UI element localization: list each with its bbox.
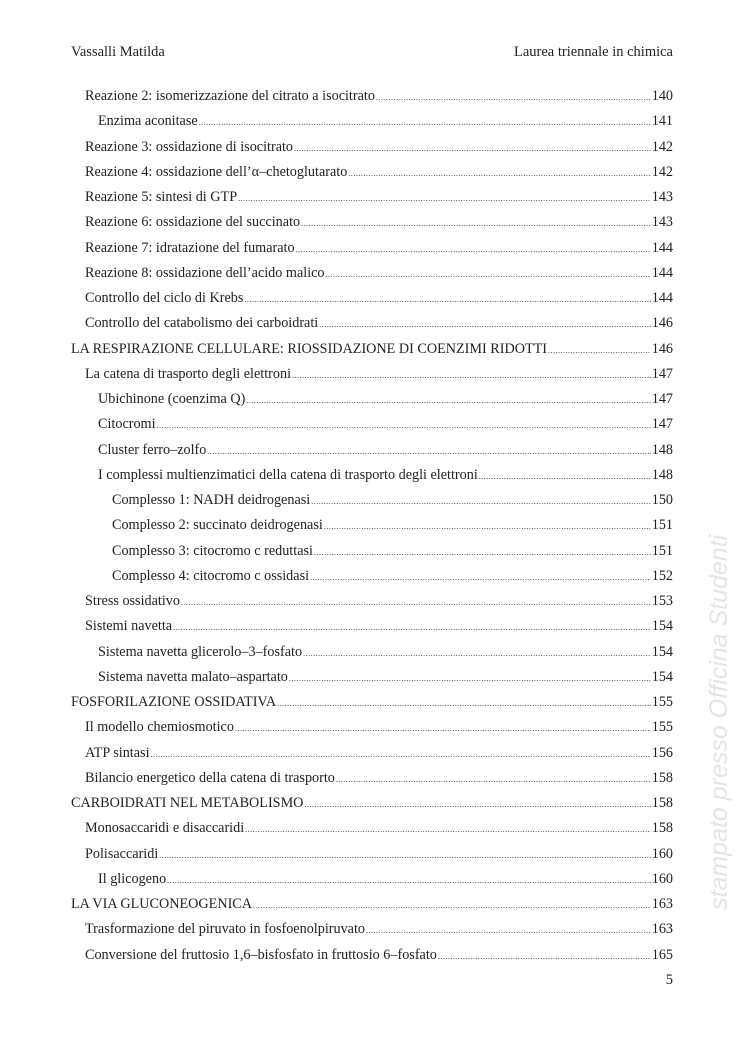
toc-entry[interactable] <box>71 289 673 314</box>
toc-entry[interactable] <box>71 592 673 617</box>
toc-entry[interactable] <box>71 390 673 415</box>
toc-entry-title: I complessi multienzimatici della catena di trasporto degli elettroni <box>98 466 478 483</box>
toc-entry-page: 154 <box>651 668 673 685</box>
toc-entry-title: Reazione 3: ossidazione di isocitrato <box>85 138 294 155</box>
toc-entry[interactable] <box>71 845 673 870</box>
dot-leader <box>296 241 651 259</box>
toc-entry-title: Enzima aconitase <box>98 113 198 130</box>
toc-entry[interactable] <box>71 920 673 945</box>
dot-leader <box>238 190 651 208</box>
toc-entry-page: 156 <box>651 744 673 761</box>
dot-leader <box>336 771 651 789</box>
dot-leader <box>311 493 651 511</box>
toc-entry-title: Stress ossidativo <box>85 593 180 609</box>
toc-entry[interactable] <box>71 365 673 390</box>
toc-entry[interactable] <box>71 693 673 718</box>
toc-entry-title: ATP sintasi <box>85 744 150 761</box>
toc-entry[interactable] <box>71 718 673 743</box>
toc-entry[interactable] <box>71 138 673 163</box>
toc-entry-page: 142 <box>651 138 673 155</box>
toc-entry-title: Reazione 8: ossidazione dell’acido malico <box>85 264 325 281</box>
toc-entry-page: 160 <box>651 870 673 887</box>
toc-entry[interactable] <box>71 794 673 819</box>
toc-entry-title: Bilancio energetico della catena di trasporto <box>85 769 335 786</box>
toc-entry[interactable] <box>71 516 673 541</box>
toc-entry[interactable] <box>71 870 673 895</box>
toc-entry-page: 154 <box>651 643 673 660</box>
toc-entry[interactable] <box>71 617 673 642</box>
toc-entry[interactable] <box>71 744 673 769</box>
toc-entry-page: 140 <box>651 88 673 104</box>
dot-leader <box>244 291 650 309</box>
toc-entry[interactable] <box>71 668 673 693</box>
toc-entry-title: LA RESPIRAZIONE CELLULARE: RIOSSIDAZIONE DI COENZIMI RIDOTTI <box>71 340 548 357</box>
toc-entry-page: 158 <box>651 795 673 811</box>
toc-entry-title: Controllo del ciclo di Krebs <box>85 290 244 306</box>
toc-entry-page: 163 <box>651 921 673 938</box>
toc-entry-page: 154 <box>651 618 673 635</box>
dot-leader <box>376 89 651 107</box>
toc-entry-page: 148 <box>651 441 673 458</box>
dot-leader <box>438 948 651 966</box>
dot-leader <box>326 266 651 284</box>
toc-entry[interactable] <box>71 769 673 794</box>
toc-entry[interactable] <box>71 87 673 112</box>
dot-leader <box>173 619 651 637</box>
toc-entry-title: Trasformazione del piruvato in fosfoenolpiruvato <box>85 921 366 938</box>
toc-entry-title: Sistema navetta glicerolo–3–fosfato <box>98 643 303 660</box>
dot-leader <box>199 114 651 132</box>
toc-entry-title: Citocromi <box>98 416 156 433</box>
toc-entry-page: 143 <box>651 214 673 231</box>
toc-entry-page: 144 <box>651 290 673 306</box>
header-course: Laurea triennale in chimica <box>513 44 673 60</box>
toc-entry-title: Cluster ferro–zolfo <box>98 441 207 458</box>
toc-entry-page: 146 <box>651 340 673 357</box>
dot-leader <box>366 922 651 940</box>
toc-entry-page: 163 <box>651 896 673 912</box>
dot-leader <box>548 342 651 360</box>
toc-entry-title: Reazione 2: isomerizzazione del citrato a isocitrato <box>85 88 375 104</box>
toc-entry-page: 143 <box>651 189 673 205</box>
dot-leader <box>304 796 650 814</box>
dot-leader <box>207 443 650 461</box>
toc-entry-title: Ubichinone (coenzima Q) <box>98 391 246 407</box>
dot-leader <box>294 140 651 158</box>
toc-entry[interactable] <box>71 314 673 339</box>
toc-entry[interactable] <box>71 441 673 466</box>
toc-entry[interactable] <box>71 895 673 920</box>
dot-leader <box>310 569 651 587</box>
toc-entry[interactable] <box>71 239 673 264</box>
dot-leader <box>246 392 650 410</box>
toc-entry[interactable] <box>71 542 673 567</box>
toc-entry[interactable] <box>71 415 673 440</box>
toc-entry[interactable] <box>71 188 673 213</box>
toc-entry-title: Controllo del catabolismo dei carboidrati <box>85 315 319 332</box>
dot-leader <box>292 367 651 385</box>
toc-entry-title: Reazione 7: idratazione del fumarato <box>85 239 295 256</box>
toc-entry-page: 146 <box>651 315 673 332</box>
dot-leader <box>319 316 650 334</box>
toc-entry-title: Polisaccaridi <box>85 845 159 862</box>
dot-leader <box>181 594 651 612</box>
toc-entry-page: 160 <box>651 845 673 862</box>
toc-entry[interactable] <box>71 567 673 592</box>
dot-leader <box>159 847 650 865</box>
toc-entry-page: 144 <box>651 239 673 256</box>
toc-entry-title: FOSFORILAZIONE OSSIDATIVA <box>71 694 277 710</box>
toc-entry-title: Sistemi navetta <box>85 618 173 635</box>
toc-entry[interactable] <box>71 112 673 137</box>
toc-entry-page: 142 <box>651 163 673 180</box>
dot-leader <box>314 544 651 562</box>
toc-entry-page: 141 <box>651 113 673 130</box>
dot-leader <box>151 746 651 764</box>
toc-entry[interactable] <box>71 643 673 668</box>
dot-leader <box>348 165 650 183</box>
toc-entry-page: 152 <box>651 567 673 584</box>
toc-entry[interactable] <box>71 340 673 365</box>
toc-entry-page: 147 <box>651 365 673 382</box>
toc-entry-page: 155 <box>651 719 673 736</box>
watermark: stampato presso Officina Studenti <box>705 534 733 910</box>
toc-entry[interactable] <box>71 466 673 491</box>
page-number: 5 <box>665 972 673 988</box>
toc-entry-title: Conversione del fruttosio 1,6–bisfosfato in fruttosio 6–fosfato <box>85 946 437 963</box>
table-of-contents <box>71 87 673 971</box>
toc-entry[interactable] <box>71 264 673 289</box>
dot-leader <box>157 417 651 435</box>
toc-entry-page: 147 <box>651 416 673 433</box>
toc-entry-title: La catena di trasporto degli elettroni <box>85 365 292 382</box>
toc-entry-page: 151 <box>651 517 673 534</box>
toc-entry[interactable] <box>71 163 673 188</box>
toc-entry-title: Sistema navetta malato–aspartato <box>98 668 288 685</box>
dot-leader <box>235 720 651 738</box>
toc-entry-page: 151 <box>651 542 673 559</box>
toc-entry-title: Reazione 6: ossidazione del succinato <box>85 214 301 231</box>
dot-leader <box>253 897 651 915</box>
toc-entry[interactable] <box>71 819 673 844</box>
toc-entry[interactable] <box>71 491 673 516</box>
toc-entry-title: Complesso 3: citocromo c reduttasi <box>112 542 313 559</box>
toc-entry-page: 153 <box>651 593 673 609</box>
dot-leader <box>167 872 651 890</box>
dot-leader <box>277 695 651 713</box>
toc-entry-title: Complesso 2: succinato deidrogenasi <box>112 517 323 534</box>
dot-leader <box>245 821 651 839</box>
header-author: Vassalli Matilda <box>71 44 165 60</box>
dot-leader <box>303 645 651 663</box>
toc-entry-page: 155 <box>651 694 673 710</box>
toc-entry-title: Il modello chemiosmotico <box>85 719 234 736</box>
toc-entry-page: 150 <box>651 492 673 508</box>
toc-entry-page: 144 <box>651 264 673 281</box>
toc-entry[interactable] <box>71 213 673 238</box>
dot-leader <box>301 215 651 233</box>
toc-entry-title: Monosaccaridi e disaccaridi <box>85 820 245 837</box>
toc-entry-page: 148 <box>651 466 673 483</box>
toc-entry-page: 158 <box>651 820 673 837</box>
toc-entry-title: Reazione 5: sintesi di GTP <box>85 189 238 205</box>
dot-leader <box>324 518 651 536</box>
dot-leader <box>289 670 651 688</box>
toc-entry[interactable] <box>71 946 673 971</box>
toc-entry-title: CARBOIDRATI NEL METABOLISMO <box>71 795 304 811</box>
toc-entry-page: 147 <box>651 391 673 407</box>
toc-entry-title: LA VIA GLUCONEOGENICA <box>71 896 253 912</box>
toc-entry-page: 158 <box>651 769 673 786</box>
toc-entry-title: Il glicogeno <box>98 870 167 887</box>
toc-entry-title: Complesso 1: NADH deidrogenasi <box>112 492 311 508</box>
toc-entry-title: Reazione 4: ossidazione dell’α–chetoglutarato <box>85 163 348 180</box>
toc-entry-title: Complesso 4: citocromo c ossidasi <box>112 567 310 584</box>
dot-leader <box>479 468 651 486</box>
toc-entry-page: 165 <box>651 946 673 963</box>
